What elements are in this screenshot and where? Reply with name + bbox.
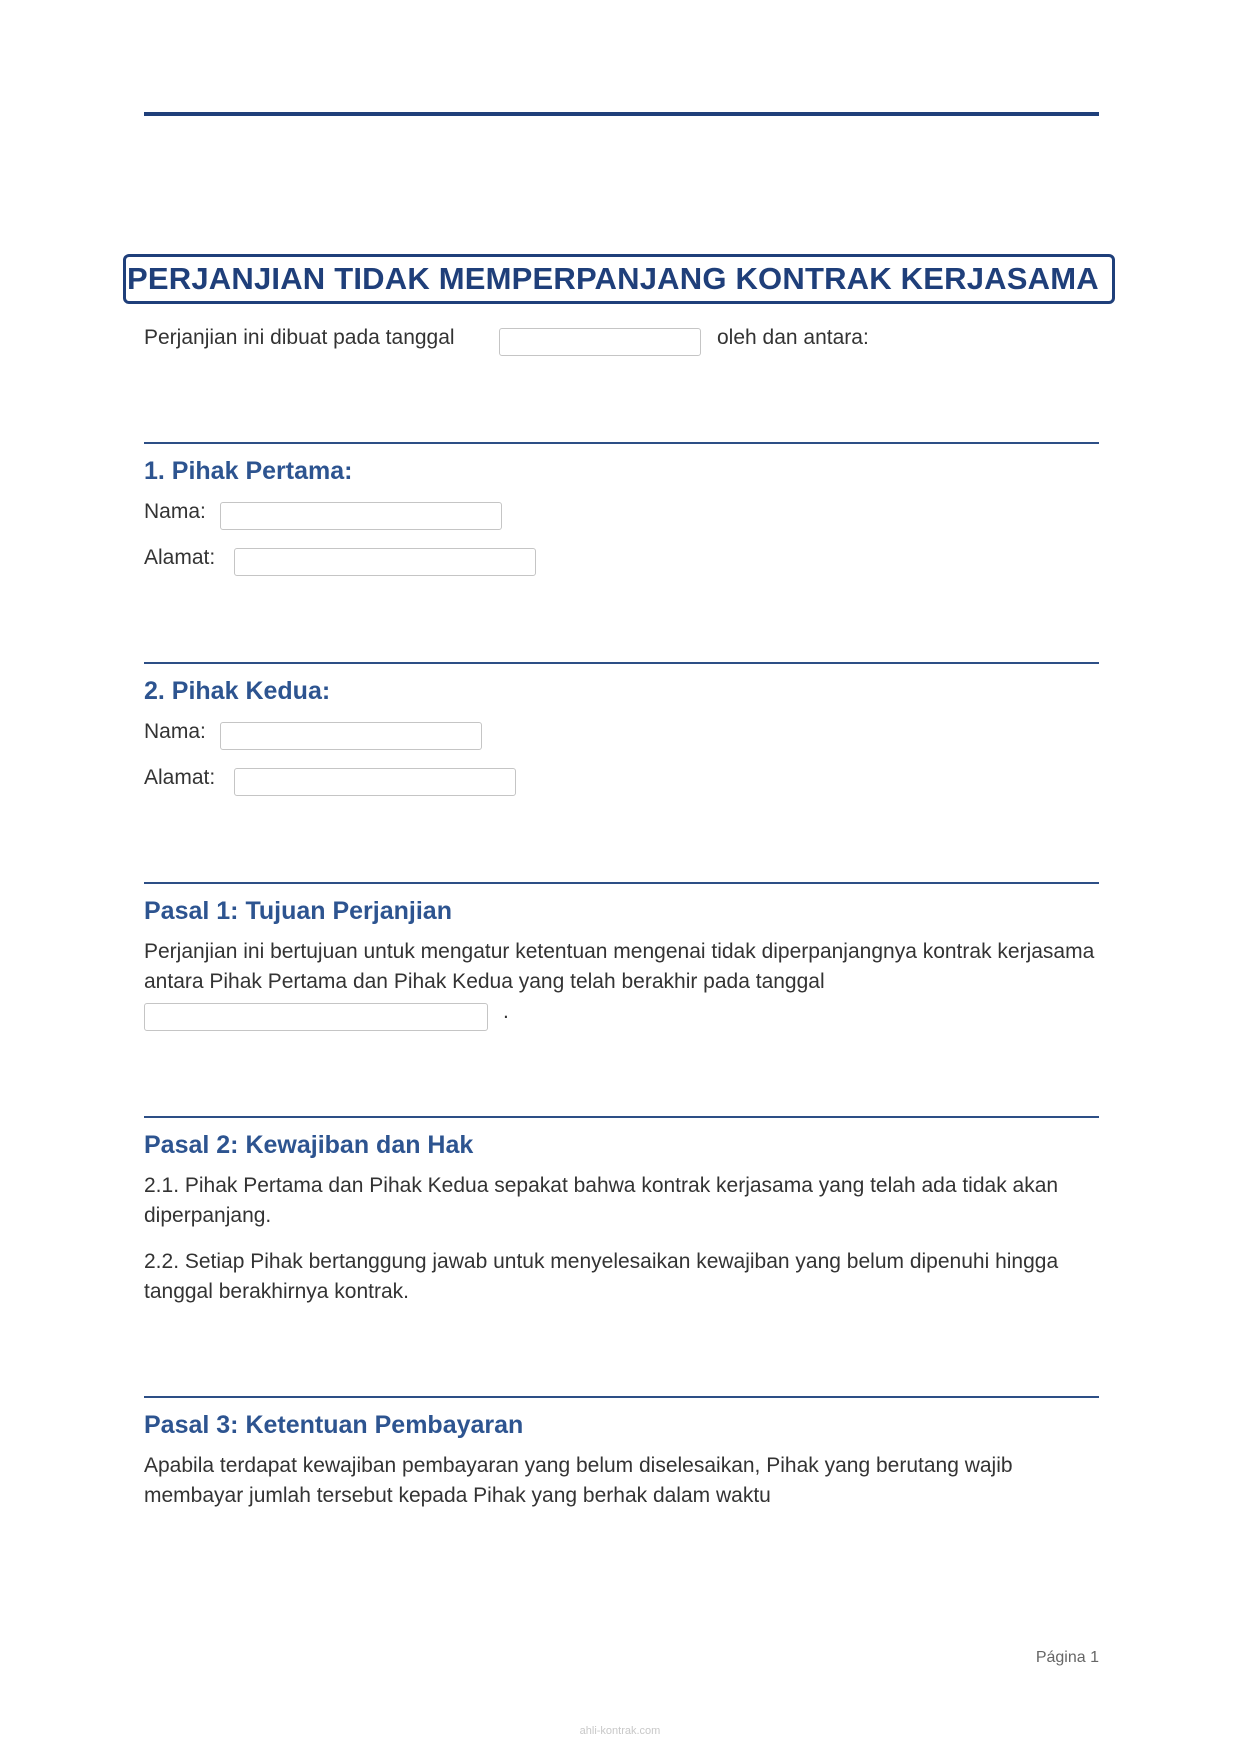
pihak-kedua-nama-field[interactable] xyxy=(220,722,482,750)
pihak-kedua-heading: 2. Pihak Kedua: xyxy=(144,677,331,705)
pihak-pertama-alamat-label: Alamat: xyxy=(144,546,216,569)
pihak-kedua-alamat-label: Alamat: xyxy=(144,766,216,789)
contract-end-date-field[interactable] xyxy=(144,1003,488,1031)
section-divider xyxy=(144,1116,1099,1118)
pasal-3-text: Apabila terdapat kewajiban pembayaran yang belum diselesaikan, Pihak yang berutang wajib membayar jumlah tersebut kepada Pihak yang berhak dalam waktu xyxy=(144,1454,1013,1507)
pihak-pertama-nama-label: Nama: xyxy=(144,500,206,523)
page-number: Página 1 xyxy=(1035,1649,1099,1666)
section-divider xyxy=(144,882,1099,884)
section-divider xyxy=(144,1396,1099,1398)
pihak-kedua-nama-label: Nama: xyxy=(144,720,206,743)
pihak-kedua-alamat-field[interactable] xyxy=(234,768,516,796)
pasal-2-heading: Pasal 2: Kewajiban dan Hak xyxy=(144,1131,474,1159)
pihak-pertama-nama-field[interactable] xyxy=(220,502,502,530)
pasal-1-text: Perjanjian ini bertujuan untuk mengatur ketentuan mengenai tidak diperpanjangnya kontrak kerjasama antara Pihak Pertama dan Pihak Kedua yang telah berakhir pada tanggal xyxy=(144,940,1095,993)
pihak-pertama-heading: 1. Pihak Pertama: xyxy=(144,457,353,485)
pasal-3-heading: Pasal 3: Ketentuan Pembayaran xyxy=(144,1411,524,1439)
pihak-pertama-alamat-field[interactable] xyxy=(234,548,536,576)
pasal-2-paragraph-2: 2.2. Setiap Pihak bertanggung jawab untuk menyelesaikan kewajiban yang belum dipenuhi hingga tanggal berakhirnya kontrak. xyxy=(144,1250,1059,1303)
section-divider xyxy=(144,662,1099,664)
pasal-1-period: . xyxy=(503,1000,509,1023)
watermark: ahli-kontrak.com xyxy=(579,1725,661,1737)
header-rule xyxy=(144,112,1099,116)
section-divider xyxy=(144,442,1099,444)
intro-text-after: oleh dan antara: xyxy=(717,326,869,349)
document-title: PERJANJIAN TIDAK MEMPERPANJANG KONTRAK KERJASAMA xyxy=(123,254,1115,304)
pasal-1-heading: Pasal 1: Tujuan Perjanjian xyxy=(144,897,452,925)
agreement-date-field[interactable] xyxy=(499,328,701,356)
intro-text-before: Perjanjian ini dibuat pada tanggal xyxy=(144,326,455,349)
pasal-2-paragraph-1: 2.1. Pihak Pertama dan Pihak Kedua sepakat bahwa kontrak kerjasama yang telah ada tidak akan diperpanjang. xyxy=(144,1174,1059,1227)
